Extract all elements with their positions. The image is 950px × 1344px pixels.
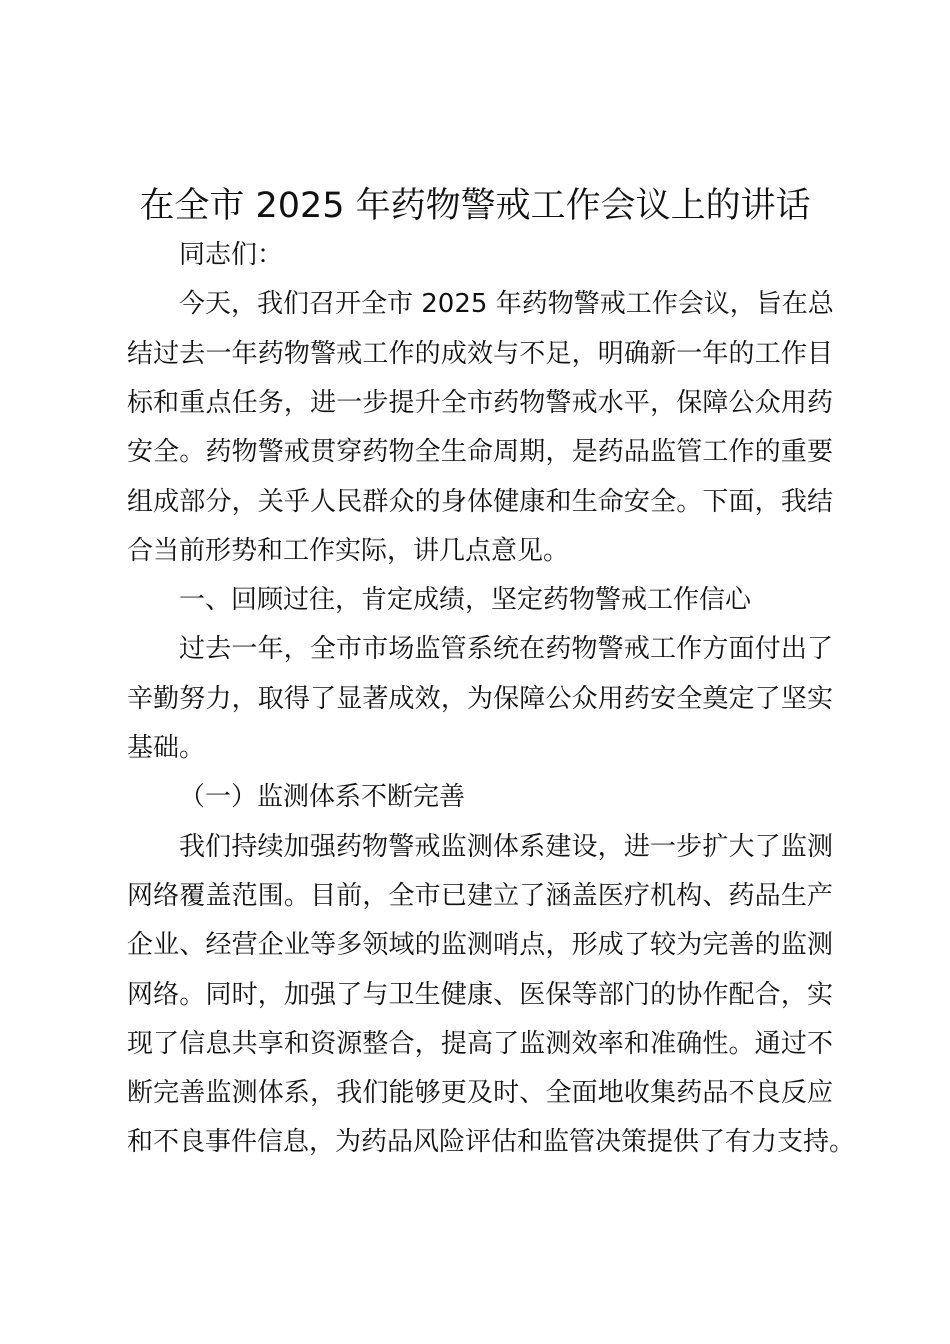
body-line: 合当前形势和工作实际，讲几点意见。 xyxy=(127,536,570,566)
body-line: 安全。药物警戒贯穿药物全生命周期，是药品监管工作的重要 xyxy=(127,437,833,467)
body-line: 过去一年，全市市场监管系统在药物警戒工作方面付出了 xyxy=(179,634,833,664)
body-line: 网络。同时，加强了与卫生健康、医保等部门的协作配合，实 xyxy=(127,980,833,1010)
body-line: 网络覆盖范围。目前，全市已建立了涵盖医疗机构、药品生产 xyxy=(127,881,833,911)
body-line: 断完善监测体系，我们能够更及时、全面地收集药品不良反应 xyxy=(127,1078,833,1108)
body-line: 企业、经营企业等多领域的监测哨点，形成了较为完善的监测 xyxy=(127,930,833,960)
body-line: 标和重点任务，进一步提升全市药物警戒水平，保障公众用药 xyxy=(127,388,833,418)
body-line: （一）监测体系不断完善 xyxy=(179,782,466,812)
body-line: 辛勤努力，取得了显著成效，为保障公众用药安全奠定了坚实 xyxy=(127,684,833,714)
body-line: 同志们： xyxy=(179,240,284,270)
body-line: 我们持续加强药物警戒监测体系建设，进一步扩大了监测 xyxy=(179,832,833,862)
body-line: 结过去一年药物警戒工作的成效与不足，明确新一年的工作目 xyxy=(127,339,833,369)
body-line: 一、回顾过往，肯定成绩，坚定药物警戒工作信心 xyxy=(179,585,752,615)
body-line: 基础。 xyxy=(127,733,206,763)
body-line: 现了信息共享和资源整合，提高了监测效率和准确性。通过不 xyxy=(127,1029,833,1059)
body-line: 组成部分，关乎人民群众的身体健康和生命安全。下面，我结 xyxy=(127,487,833,517)
document-title: 在全市 2025 年药物警戒工作会议上的讲话 xyxy=(139,186,811,226)
body-line: 今天，我们召开全市 2025 年药物警戒工作会议，旨在总 xyxy=(179,289,834,319)
body-line: 和不良事件信息，为药品风险评估和监管决策提供了有力支持。 xyxy=(127,1127,856,1157)
